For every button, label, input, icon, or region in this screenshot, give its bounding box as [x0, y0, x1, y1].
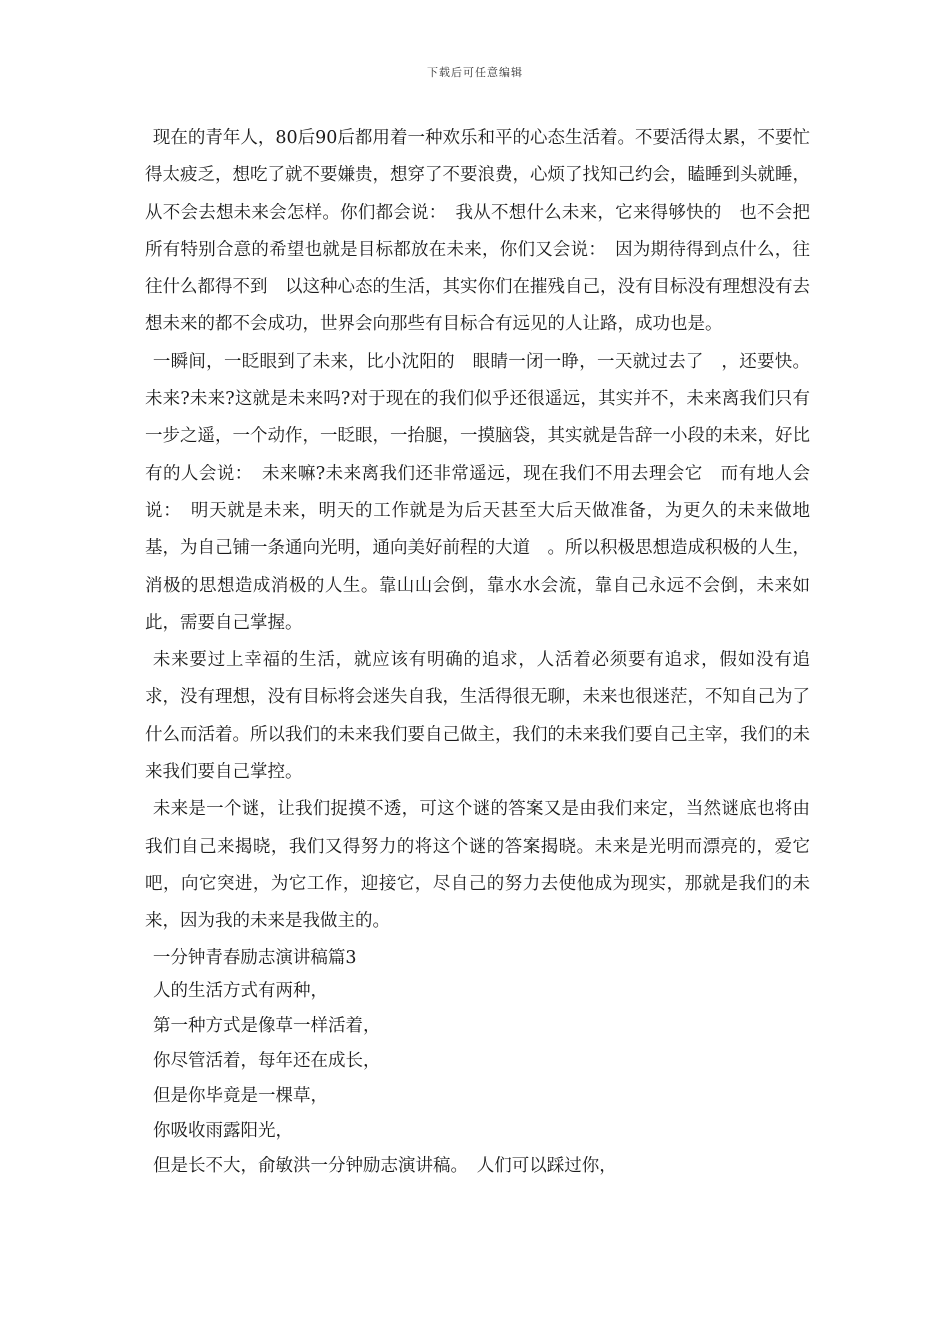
page-header: 下载后可任意编辑	[427, 66, 523, 79]
paragraph-2: 一瞬间，一眨眼到了未来，比小沈阳的 眼睛一闭一睁，一天就过去了 ，还要快。未来?未来?这就是未来吗?对于现在的我们似乎还很遥远，其实并不，未来离我们只有一步之遥，一个动作，一眨眼，一抬腿，一摸脑袋，其实就是告辞一小段的未来，好比有的人会说： 未来嘛?未来离我们还非常遥远，现在我们不用去理会它 而有地人会说： 明天就是未来，明天的工作就是为后天甚至大后天做准备，为更久的未来做地基，为自己铺一条通向光明，通向美好前程的大道 。所以积极思想造成积极的人生，消极的思想造成消极的人生。靠山山会倒，靠水水会流，靠自己永远不会倒，未来如此，需要自己掌握。	[145, 351, 810, 633]
poem	[145, 977, 810, 1181]
poem-line: 第一种方式是像草一样活着，	[153, 1015, 381, 1036]
poem-line: 人的生活方式有两种，	[153, 980, 328, 1001]
poem-line: 但是你毕竟是一棵草，	[153, 1085, 328, 1106]
paragraph-4: 未来是一个谜，让我们捉摸不透，可这个谜的答案又是由我们来定，当然谜底也将由我们自己来揭晓，我们又得努力的将这个谜的答案揭晓。未来是光明而漂亮的，爱它吧，向它突进，为它工作，迎接它，尽自己的努力去使他成为现实，那就是我们的未来，因为我的未来是我做主的。	[145, 799, 810, 932]
paragraph-1: 现在的青年人，80后90后都用着一种欢乐和平的心态生活着。不要活得太累，不要忙得太疲乏，想吃了就不要嫌贵，想穿了不要浪费，心烦了找知己约会，瞌睡到头就睡，从不会去想未来会怎样。你们都会说： 我从不想什么未来，它来得够快的 也不会把所有特别合意的希望也就是目标都放在未来，你们又会说： 因为期待得到点什么，往往什么都得不到 以这种心态的生活，其实你们在摧残自己，没有目标没有理想没有去想未来的都不会成功，世界会向那些有目标合有远见的人让路，成功也是。	[145, 128, 810, 335]
section-title: 一分钟青春励志演讲稿篇3	[152, 947, 357, 968]
document-body	[145, 120, 810, 1181]
poem-line: 你尽管活着，每年还在成长，	[153, 1050, 381, 1071]
poem-line: 你吸收雨露阳光，	[153, 1120, 293, 1141]
poem-line: 但是长不大，俞敏洪一分钟励志演讲稿。 人们可以踩过你，	[153, 1155, 617, 1176]
paragraph-3: 未来要过上幸福的生活，就应该有明确的追求，人活着必须要有追求，假如没有追求，没有理想，没有目标将会迷失自我，生活得很无聊，未来也很迷茫，不知自己为了什么而活着。所以我们的未来我们要自己做主，我们的未来我们要自己主宰，我们的未来我们要自己掌控。	[145, 650, 810, 783]
